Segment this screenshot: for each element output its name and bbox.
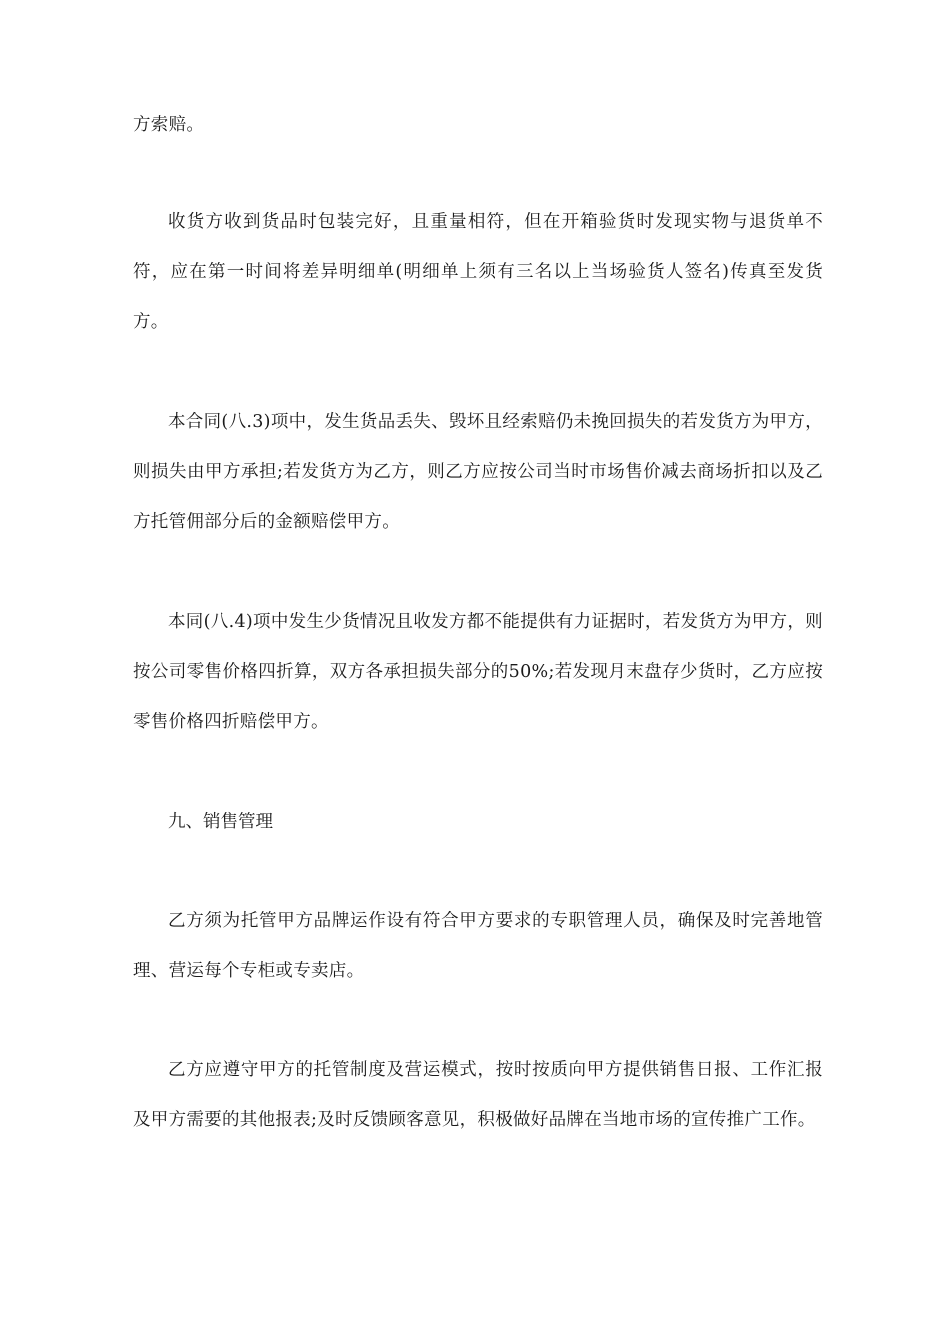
paragraph-operations: 乙方应遵守甲方的托管制度及营运模式，按时按质向甲方提供销售日报、工作汇报及甲方需要的其他报表;及时反馈顾客意见，积极做好品牌在当地市场的宣传推广工作。 (133, 1060, 823, 1130)
paragraph-staffing: 乙方须为托管甲方品牌运作设有符合甲方要求的专职管理人员，确保及时完善地管理、营运每个专柜或专卖店。 (133, 911, 823, 981)
paragraph-receipt-discrepancy: 收货方收到货品时包装完好，且重量相符，但在开箱验货时发现实物与退货单不符，应在第一时间将差异明细单(明细单上须有三名以上当场验货人签名)传真至发货方。 (133, 212, 823, 332)
paragraph-shortage: 本同(八.4)项中发生少货情况且收发方都不能提供有力证据时，若发货方为甲方，则按公司零售价格四折算，双方各承担损失部分的50%;若发现月末盘存少货时，乙方应按零售价格四折赔偿甲方。 (133, 612, 823, 732)
section-heading-sales-management: 九、销售管理 (168, 812, 273, 832)
paragraph-continuation: 方索赔。 (133, 115, 205, 135)
paragraph-loss-liability: 本合同(八.3)项中，发生货品丢失、毁坏且经索赔仍未挽回损失的若发货方为甲方，则损失由甲方承担;若发货方为乙方，则乙方应按公司当时市场售价减去商场折扣以及乙方托管佣部分后的金额赔偿甲方。 (133, 412, 823, 532)
